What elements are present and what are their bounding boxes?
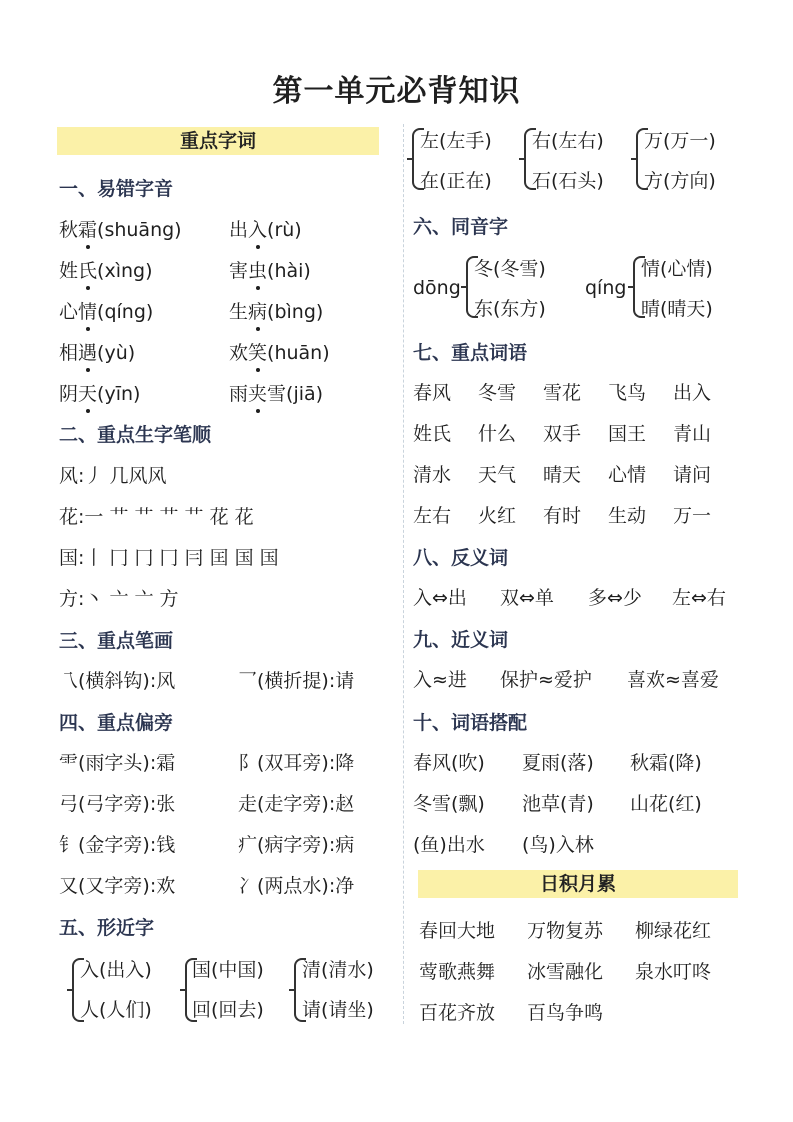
section-heading: 七、重点词语: [413, 342, 528, 364]
collocation-item: (鱼)出水: [413, 834, 485, 856]
key-phrase: 什么: [478, 423, 517, 445]
key-phrase: 生动: [608, 505, 647, 527]
key-phrase: 晴天: [543, 464, 582, 486]
key-phrase: 火红: [478, 505, 517, 527]
pronunciation-item: 欢笑(huān): [229, 338, 330, 365]
stroke-item: 乛(横折提):请: [238, 670, 355, 692]
pronunciation-item: 相遇(yù): [59, 338, 135, 365]
homophone-item: 晴(晴天): [641, 298, 713, 320]
similar-char-item: 人(人们): [80, 999, 152, 1021]
idiom-item: 百花齐放: [419, 1002, 496, 1024]
similar-char-item: 入(出入): [80, 959, 152, 981]
idiom-item: 冰雪融化: [527, 961, 604, 983]
idiom-item: 莺歌燕舞: [419, 961, 496, 983]
section-heading: 三、重点笔画: [59, 630, 174, 652]
collocation-item: 池草(青): [522, 793, 594, 815]
page-title: 第一单元必背知识: [272, 74, 521, 109]
homophone-pinyin: qíng: [585, 277, 627, 299]
similar-char-item: 清(清水): [302, 959, 374, 981]
key-phrase: 国王: [608, 423, 647, 445]
key-phrase: 出入: [673, 382, 712, 404]
similar-char-item: 国(中国): [192, 959, 264, 981]
section-heading: 十、词语搭配: [413, 712, 528, 734]
key-phrase: 心情: [608, 464, 647, 486]
key-phrase: 清水: [413, 464, 452, 486]
synonym-item: 喜欢≈喜爱: [627, 669, 719, 691]
similar-char-item: 请(请坐): [302, 999, 374, 1021]
idiom-item: 柳绿花红: [635, 920, 712, 942]
pronunciation-item: 阴天(yīn): [59, 379, 140, 406]
similar-char-item: 石(石头): [532, 170, 604, 192]
pronunciation-item: 雨夹雪(jiā): [229, 379, 323, 406]
radical-item: ⻗(雨字头):霜: [59, 752, 176, 774]
radical-item: 钅(金字旁):钱: [59, 834, 176, 856]
stroke-order-item: 方:丶 亠 亠 方: [59, 588, 179, 610]
antonym-item: 多⇔少: [588, 587, 642, 609]
synonym-item: 保护≈爱护: [500, 669, 592, 691]
section-heading: 九、近义词: [413, 629, 509, 651]
similar-char-item: 左(左手): [420, 130, 492, 152]
collocation-item: 秋霜(降): [630, 752, 702, 774]
section-heading: 四、重点偏旁: [59, 712, 174, 734]
key-phrase: 有时: [543, 505, 582, 527]
section-heading: 六、同音字: [413, 216, 509, 238]
key-phrase: 姓氏: [413, 423, 452, 445]
similar-char-item: 方(方向): [644, 170, 716, 192]
banner-daily: 日积月累: [418, 870, 738, 898]
section-heading: 一、易错字音: [59, 178, 174, 200]
radical-item: 又(又字旁):欢: [59, 875, 176, 897]
collocation-item: 冬雪(飘): [413, 793, 485, 815]
radical-item: 阝(双耳旁):降: [238, 752, 355, 774]
pronunciation-item: 生病(bìng): [229, 297, 323, 324]
pronunciation-item: 秋霜(shuāng): [59, 215, 182, 242]
key-phrase: 万一: [673, 505, 712, 527]
homophone-pinyin: dōng: [413, 277, 461, 299]
collocation-item: 春风(吹): [413, 752, 485, 774]
key-phrase: 飞鸟: [608, 382, 647, 404]
radical-item: 弓(弓字旁):张: [59, 793, 176, 815]
collocation-item: 夏雨(落): [522, 752, 594, 774]
banner-key-words: 重点字词: [57, 127, 379, 155]
stroke-order-item: 国:丨 冂 冂 冂 冃 囯 国 国: [59, 547, 279, 569]
stroke-order-item: 风:丿 几风风: [59, 465, 167, 487]
similar-char-item: 右(左右): [532, 130, 604, 152]
section-heading: 五、形近字: [59, 917, 155, 939]
collocation-item: (鸟)入林: [522, 834, 594, 856]
similar-char-item: 万(万一): [644, 130, 716, 152]
homophone-item: 情(心情): [641, 258, 713, 280]
section-heading: 二、重点生字笔顺: [59, 424, 212, 446]
key-phrase: 请问: [673, 464, 712, 486]
similar-char-item: 回(回去): [192, 999, 264, 1021]
key-phrase: 雪花: [543, 382, 582, 404]
stroke-item: 乁(横斜钩):风: [59, 670, 176, 692]
section-heading: 八、反义词: [413, 547, 509, 569]
antonym-item: 左⇔右: [672, 587, 726, 609]
similar-char-item: 在(正在): [420, 170, 492, 192]
key-phrase: 左右: [413, 505, 452, 527]
synonym-item: 入≈进: [413, 669, 467, 691]
stroke-order-item: 花:一 艹 艹 艹 艹 花 花: [59, 506, 254, 528]
homophone-item: 冬(冬雪): [474, 258, 546, 280]
key-phrase: 青山: [673, 423, 712, 445]
pronunciation-item: 害虫(hài): [229, 256, 311, 283]
pronunciation-item: 出入(rù): [229, 215, 302, 242]
idiom-item: 泉水叮咚: [635, 961, 712, 983]
antonym-item: 入⇔出: [413, 587, 467, 609]
key-phrase: 双手: [543, 423, 582, 445]
idiom-item: 百鸟争鸣: [527, 1002, 604, 1024]
key-phrase: 冬雪: [478, 382, 517, 404]
pronunciation-item: 姓氏(xìng): [59, 256, 152, 283]
key-phrase: 天气: [478, 464, 517, 486]
radical-item: 冫(两点水):净: [238, 875, 355, 897]
idiom-item: 春回大地: [419, 920, 496, 942]
column-divider: [403, 124, 404, 1024]
collocation-item: 山花(红): [630, 793, 702, 815]
key-phrase: 春风: [413, 382, 452, 404]
pronunciation-item: 心情(qíng): [59, 297, 153, 324]
radical-item: 走(走字旁):赵: [238, 793, 355, 815]
radical-item: 疒(病字旁):病: [238, 834, 355, 856]
antonym-item: 双⇔单: [500, 587, 554, 609]
idiom-item: 万物复苏: [527, 920, 604, 942]
homophone-item: 东(东方): [474, 298, 546, 320]
